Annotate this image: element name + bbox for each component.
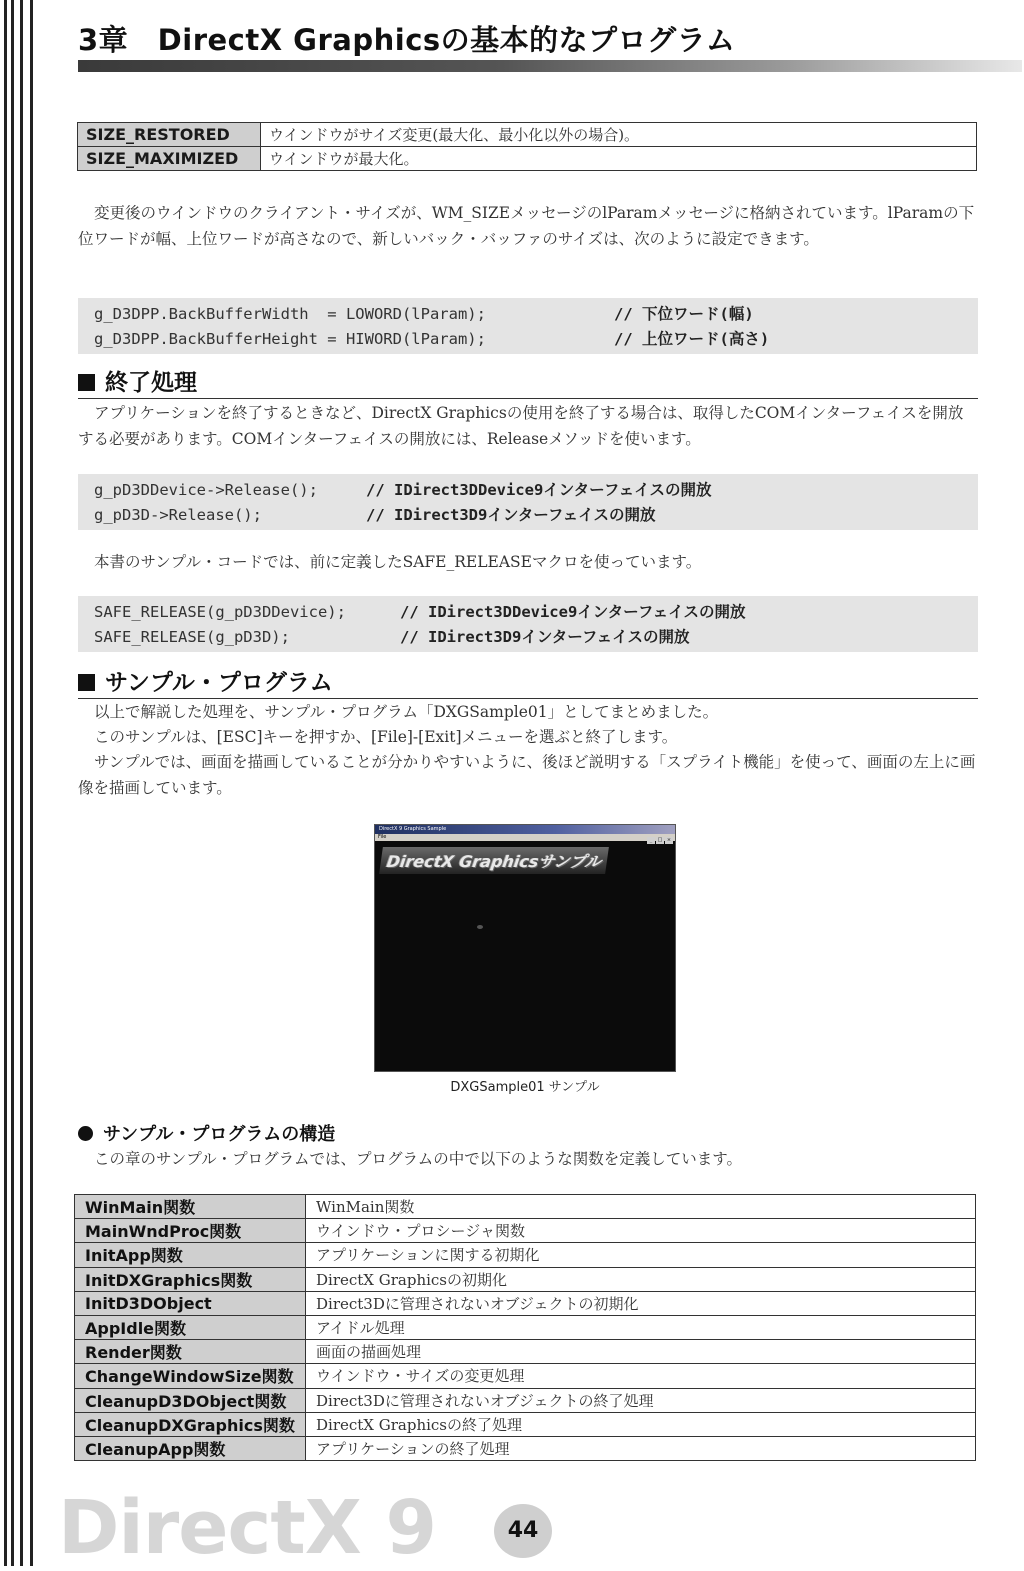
- code-statement: g_pD3DDevice->Release();: [94, 481, 318, 499]
- code-statement: g_D3DPP.BackBufferWidth = LOWORD(lParam);: [94, 305, 486, 323]
- subheading-title: サンプル・プログラムの構造: [103, 1124, 336, 1145]
- paragraph-sample-1: 以上で解説した処理を、サンプル・プログラム「DXGSample01」としてまとめました。: [94, 703, 719, 721]
- table-row: [75, 1340, 976, 1364]
- section-title: サンプル・プログラム: [105, 670, 333, 696]
- paragraph-cleanup: アプリケーションを終了するときなど、DirectX Graphicsの使用を終了する場合は、取得したCOMインターフェイスを開放する必要があります。COMインターフェイスの開放には、Releaseメソッドを使います。: [78, 404, 964, 448]
- code-block-resize: [78, 298, 978, 354]
- sample-screenshot: [374, 824, 676, 1072]
- window-menubar: [375, 834, 675, 841]
- size-flag-key: SIZE_MAXIMIZED: [78, 147, 261, 171]
- table-row: [75, 1315, 976, 1339]
- chapter-title: 3章 DirectX Graphicsの基本的なプログラム: [78, 23, 736, 57]
- table-row: [75, 1243, 976, 1267]
- paragraph-sample-2: このサンプルは、[ESC]キーを押すか、[File]-[Exit]メニューを選ぶと終了します。: [94, 728, 678, 746]
- function-desc: ウインドウ・サイズの変更処理: [306, 1364, 976, 1388]
- size-flag-desc: ウインドウがサイズ変更(最大化、最小化以外の場合)。: [261, 123, 977, 147]
- function-name: MainWndProc関数: [75, 1219, 306, 1243]
- subheading-structure: [78, 1120, 335, 1146]
- function-desc: アイドル処理: [306, 1315, 976, 1339]
- section-heading-cleanup: [78, 368, 978, 399]
- close-icon: ×: [666, 837, 672, 843]
- code-comment: // 上位ワード(高さ): [614, 330, 770, 348]
- table-row: [75, 1412, 976, 1436]
- screenshot-caption: DXGSample01 サンプル: [450, 1080, 600, 1095]
- size-flag-desc: ウインドウが最大化。: [261, 147, 977, 171]
- function-desc: アプリケーションの終了処理: [306, 1436, 976, 1460]
- function-name: CleanupDXGraphics関数: [75, 1412, 306, 1436]
- code-statement: SAFE_RELEASE(g_pD3DDevice);: [94, 603, 346, 621]
- footer-logo: DirectX 9: [58, 1485, 437, 1571]
- code-block-macro: [78, 596, 978, 652]
- function-name: InitDXGraphics関数: [75, 1267, 306, 1291]
- code-statement: SAFE_RELEASE(g_pD3D);: [94, 628, 290, 646]
- page-number: 44: [494, 1504, 552, 1558]
- code-comment: // IDirect3D9インターフェイスの開放: [400, 628, 690, 646]
- code-line: [94, 302, 978, 327]
- function-desc: アプリケーションに関する初期化: [306, 1243, 976, 1267]
- code-statement: g_D3DPP.BackBufferHeight = HIWORD(lParam);: [94, 330, 486, 348]
- code-line: [94, 600, 978, 625]
- code-statement: g_pD3D->Release();: [94, 506, 262, 524]
- title-bar: [78, 60, 1022, 72]
- table-row: [75, 1364, 976, 1388]
- code-line: [94, 478, 978, 503]
- square-bullet-icon: [78, 674, 95, 691]
- function-desc: WinMain関数: [306, 1195, 976, 1219]
- code-line: [94, 625, 978, 650]
- function-name: Render関数: [75, 1340, 306, 1364]
- section-heading-sample: [78, 668, 978, 699]
- sample-banner: DirectX Graphicsサンプル: [379, 847, 609, 874]
- size-flag-table: [77, 122, 977, 171]
- functions-table: [74, 1194, 976, 1461]
- circle-bullet-icon: [78, 1126, 93, 1141]
- code-comment: // IDirect3D9インターフェイスの開放: [366, 506, 656, 524]
- function-desc: DirectX Graphicsの初期化: [306, 1267, 976, 1291]
- size-flag-key: SIZE_RESTORED: [78, 123, 261, 147]
- paragraph-resize: 変更後のウインドウのクライアント・サイズが、WM_SIZEメッセージのlParamメッセージに格納されています。lParamの下位ワードが幅、上位ワードが高さなので、新しいバック・バッファのサイズは、次のように設定できます。: [78, 204, 975, 248]
- function-name: CleanupApp関数: [75, 1436, 306, 1460]
- function-name: AppIdle関数: [75, 1315, 306, 1339]
- window-title: DirectX 9 Graphics Sample: [379, 826, 447, 832]
- minimize-icon: _: [647, 837, 655, 844]
- paragraph-structure: この章のサンプル・プログラムでは、プログラムの中で以下のような関数を定義しています。: [94, 1150, 743, 1168]
- table-row: [75, 1267, 976, 1291]
- table-row: [75, 1388, 976, 1412]
- function-desc: 画面の描画処理: [306, 1340, 976, 1364]
- function-desc: Direct3Dに管理されないオブジェクトの初期化: [306, 1291, 976, 1315]
- table-row: [75, 1195, 976, 1219]
- maximize-icon: □: [657, 837, 663, 843]
- code-block-release: [78, 474, 978, 530]
- code-line: [94, 327, 978, 352]
- table-row: [75, 1219, 976, 1243]
- table-row: [75, 1291, 976, 1315]
- function-desc: Direct3Dに管理されないオブジェクトの終了処理: [306, 1388, 976, 1412]
- function-name: InitApp関数: [75, 1243, 306, 1267]
- function-name: InitD3DObject: [75, 1291, 306, 1315]
- function-name: CleanupD3DObject関数: [75, 1388, 306, 1412]
- section-title: 終了処理: [105, 370, 197, 396]
- paragraph-macro: 本書のサンプル・コードでは、前に定義したSAFE_RELEASEマクロを使っています。: [94, 553, 702, 571]
- code-comment: // IDirect3DDevice9インターフェイスの開放: [400, 603, 746, 621]
- menu-file: File: [378, 834, 387, 840]
- function-name: WinMain関数: [75, 1195, 306, 1219]
- table-row: [78, 147, 977, 171]
- code-comment: // 下位ワード(幅): [614, 305, 754, 323]
- code-comment: // IDirect3DDevice9インターフェイスの開放: [366, 481, 712, 499]
- square-bullet-icon: [78, 374, 95, 391]
- paragraph-sample-3: サンプルでは、画面を描画していることが分かりやすいように、後ほど説明する「スプライト機能」を使って、画面の左上に画像を描画しています。: [78, 753, 976, 797]
- table-row: [75, 1436, 976, 1460]
- function-name: ChangeWindowSize関数: [75, 1364, 306, 1388]
- sprite-dot: [477, 925, 483, 929]
- code-line: [94, 503, 978, 528]
- table-row: [78, 123, 977, 147]
- function-desc: DirectX Graphicsの終了処理: [306, 1412, 976, 1436]
- function-desc: ウインドウ・プロシージャ関数: [306, 1219, 976, 1243]
- binding-lines: [0, 0, 40, 1566]
